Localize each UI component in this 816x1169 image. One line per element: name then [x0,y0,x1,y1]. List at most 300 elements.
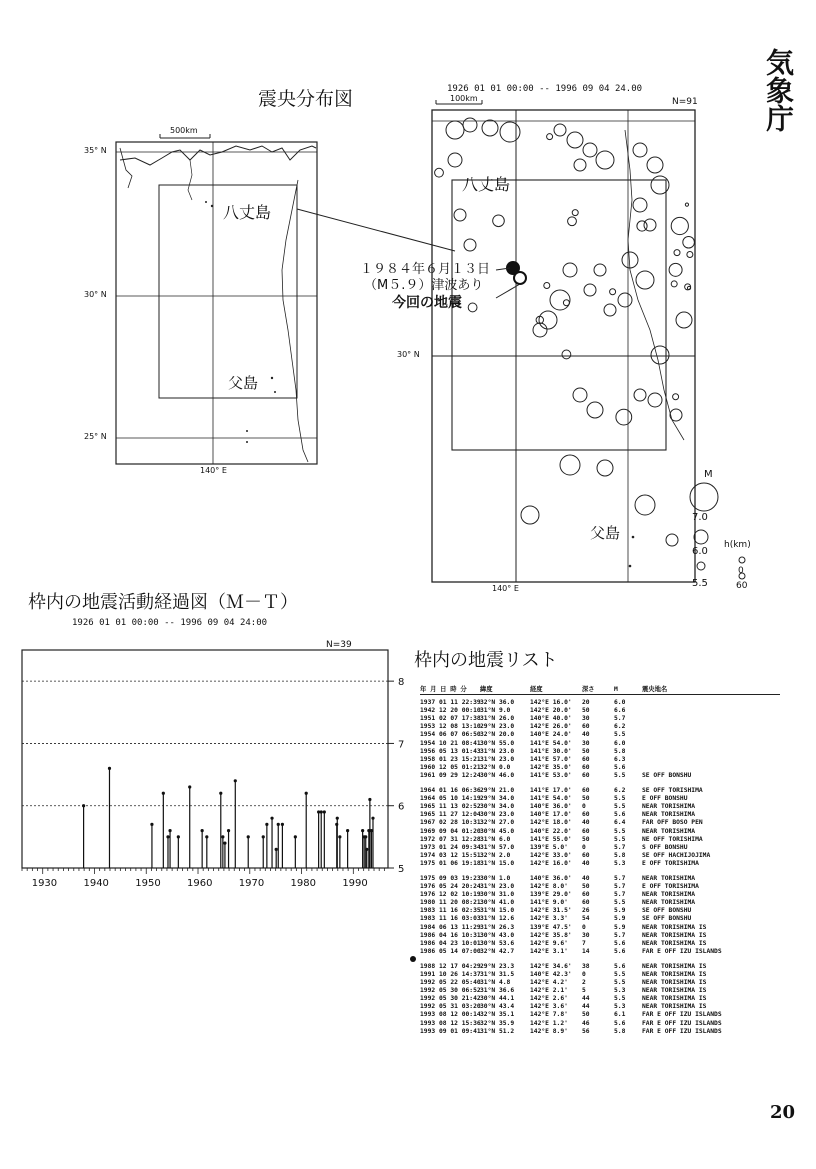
table-cell [642,723,762,731]
table-cell: 31°N 31.5 [480,971,515,978]
table-row [420,803,780,811]
table-cell: SE OFF BONSHU [642,915,692,923]
island-dot [274,391,276,393]
epicenter-circle [568,217,577,226]
table-cell: 31°N 23.0 [480,747,515,755]
mt-bar-cap [201,829,204,832]
mt-bar-cap [166,835,169,838]
mt-ytick-label: 7 [398,739,405,751]
epicenter-circle [584,284,596,296]
table-row [420,979,780,987]
table-cell: 141°E 9.0' [530,899,568,907]
header-datetime: 年 月 日 時 分 [420,686,467,693]
table-cell: 1991 10 26 14:37 [420,971,481,978]
table-cell: 50 [582,795,590,803]
table-cell: 40 [582,874,590,882]
table-cell: 1980 11 20 08:21 [420,899,481,907]
table-cell: 1937 01 11 22:39 [420,699,481,707]
table-cell [642,756,762,764]
table-row [420,764,780,772]
mt-bar-cap [188,785,191,788]
table-cell: 142°E 2.6' [530,995,568,1003]
table-cell: 6.2 [614,787,626,795]
table-row [420,860,780,868]
epicenter-circle [482,120,498,136]
mt-bar-cap [336,817,339,820]
mt-bar-cap [364,835,367,838]
table-cell: 5 [582,987,586,995]
table-cell: 5.7 [614,891,626,899]
table-cell: 60 [582,891,590,899]
table-cell [642,731,762,739]
mt-bar-cap [275,848,278,851]
table-cell: 32°N 35.9 [480,1019,515,1027]
annotation-current: 今回の地震 [392,295,462,311]
table-cell: E OFF BONSHU [642,795,688,803]
mt-bar-cap [223,841,226,844]
table-cell: 60 [582,771,590,779]
detail-scale-label: 100km [450,94,478,103]
legend-h-title: h(km) [724,540,751,550]
table-cell [642,740,762,748]
detail-period: 1926 01 01 00:00 -- 1996 09 04 24.00 [447,84,643,94]
table-cell: 5.5 [614,835,626,843]
table-cell: 142°E 4.2' [530,979,568,987]
table-cell: 5.6 [614,962,626,970]
table-cell: 142°E 34.6' [530,962,572,970]
table-cell: 5.5 [614,731,626,739]
epicenter-circle [533,323,547,337]
table-cell: NEAR TORISHIMA [642,827,696,835]
table-cell: 5.5 [614,771,626,779]
table-cell: NEAR TORISHIMA IS [642,923,707,931]
mt-bar-cap [335,823,338,826]
mt-xtick-label: 1990 [342,878,368,889]
table-cell: 14 [582,947,590,955]
table-cell: 5.6 [614,947,626,955]
epicenter-circle [687,251,693,257]
table-cell: 32°N 2.0 [480,851,511,859]
table-cell: 5.8 [614,1027,626,1035]
table-cell: SE OFF HACHIJOJIMA [642,851,711,859]
table-row [420,844,780,852]
epicenter-circle [594,264,606,276]
mt-bar-cap [320,810,323,813]
coastline-kyushu [120,148,132,188]
table-cell: 32°N 36.0 [480,699,515,707]
mt-bar-cap [177,835,180,838]
epicenter-1984 [506,261,520,275]
table-cell: 38 [582,962,590,970]
mt-ytick-label: 5 [398,864,405,875]
table-row [420,715,780,723]
epicenter-circle [635,495,655,515]
epicenter-circle [435,168,444,177]
detail-count: N=91 [672,97,698,107]
table-cell: 5.6 [614,939,626,947]
table-cell: 140°E 42.3' [530,971,572,978]
table-cell [642,764,762,772]
table-cell: 2 [582,979,586,987]
table-cell: 32°N 27.0 [480,819,515,827]
table-row [420,787,780,795]
island-dot [211,205,213,207]
table-cell: 60 [582,851,590,859]
epicenter-circle [633,143,647,157]
epicenter-circle [597,460,613,476]
mt-bar-cap [205,835,208,838]
table-cell: 0 [582,843,586,851]
table-row [420,740,780,748]
page-number: 20 [770,1102,796,1123]
mt-bar-cap [168,829,171,832]
table-cell: 1992 05 30 21:42 [420,995,481,1003]
table-cell: 30 [582,739,590,747]
mt-bar-cap [150,823,153,826]
table-cell: 60 [582,755,590,763]
table-cell: 5.7 [614,843,626,851]
legend-m55-circle [697,562,705,570]
epicenter-circle [670,409,682,421]
table-cell: 1983 11 16 03:03 [420,915,481,923]
detail-place-hachijo: 八丈島 [462,175,511,194]
table-cell: 1986 04 23 10:01 [420,939,481,947]
mt-xtick-label: 1940 [83,878,109,889]
table-cell: 142°E 26.0' [530,723,572,731]
table-row [420,811,780,819]
table-cell: 141°E 53.0' [530,771,572,779]
detail-lat-30: 30° N [397,350,420,359]
table-cell: 29°N 34.0 [480,795,515,803]
table-row [420,915,780,923]
epicenter-circle [633,198,647,212]
epicenter-circle [574,159,586,171]
epicenter-circle [562,350,571,359]
table-cell: 30°N 23.0 [480,811,515,819]
table-cell: 30°N 53.6 [480,939,515,947]
table-cell: 30°N 45.0 [480,827,515,835]
table-cell: 44 [582,995,590,1003]
epicenter-circle [674,250,680,256]
epicenter-circle [671,217,688,234]
legend-m-55: 5.5 [692,578,708,589]
table-cell: 31°N 4.8 [480,979,511,987]
table-cell: 60 [582,763,590,771]
epicenter-circle [536,316,543,323]
table-cell: 0 [582,971,586,978]
table-cell: 31°N 23.0 [480,755,515,763]
legend-m6-circle [694,530,708,544]
table-cell [642,748,762,756]
epicenter-circle [454,209,466,221]
epicenter-circle [648,393,662,407]
mt-bar-cap [270,817,273,820]
mt-bar-cap [371,817,374,820]
epicenter-circle [563,300,569,306]
table-row [420,948,780,956]
table-cell: 30°N 43.4 [480,1003,515,1011]
table-cell: 5.3 [614,859,626,867]
mt-title: 枠内の地震活動経過図（Ｍ－Ｔ） [28,592,298,613]
table-cell: NEAR TORISHIMA [642,899,696,907]
list-group [420,963,780,1036]
index-lat-25: 25° N [84,432,107,441]
table-cell: 7 [582,939,586,947]
table-cell: 31°N 6.0 [480,835,511,843]
table-cell: 32°N 0.0 [480,763,511,771]
epicenter-circle [683,236,695,248]
table-row [420,963,780,971]
table-cell: E OFF TORISHIMA [642,883,699,891]
epicenter-circle [446,121,464,139]
legend-h-0: 0 [738,566,744,576]
epicenter-circle [637,221,647,231]
list-group [420,875,780,956]
epicenter-circle [666,534,678,546]
coastline-honshu [120,146,316,165]
epicenter-circle [634,389,646,401]
table-cell: 29°N 21.0 [480,787,515,795]
table-row [420,1020,780,1028]
table-cell: 50 [582,835,590,843]
epicenter-circle [448,153,462,167]
epicenter-circle [554,124,566,136]
table-cell: 142°E 3.6' [530,1003,568,1011]
table-row [420,1011,780,1019]
table-cell: 31°N 51.2 [480,1027,515,1035]
table-row [420,828,780,836]
table-cell: NEAR TORISHIMA IS [642,939,707,947]
table-cell: 5.6 [614,763,626,771]
table-cell: 142°E 9.6' [530,939,568,947]
izu-ridge [188,160,192,200]
table-cell: 1956 05 13 01:43 [420,747,481,755]
table-cell: 5.6 [614,811,626,819]
table-cell: 60 [582,723,590,731]
table-cell: 6.6 [614,707,626,715]
table-cell: 5.3 [614,1003,626,1011]
epicenter-circle [567,132,583,148]
mt-period: 1926 01 01 00:00 -- 1996 09 04 24:00 [72,618,268,628]
mt-xtick-label: 1950 [135,878,161,889]
earthquake-list [420,686,780,1043]
table-cell: 60 [582,899,590,907]
table-cell: 30 [582,715,590,723]
table-row [420,899,780,907]
table-cell: 44 [582,1003,590,1011]
epicenter-circle [651,346,669,364]
table-row [420,699,780,707]
table-row [420,1003,780,1011]
table-cell: 30°N 46.0 [480,771,515,779]
epicenter-circle [636,271,654,289]
mt-ytick-label: 6 [398,801,405,813]
epicenter-circle [669,263,682,276]
table-cell: 6.1 [614,1011,626,1019]
table-cell: 31°N 12.6 [480,915,515,923]
annotation-1984-line1: １９８４年６月１３日 [360,262,491,277]
table-cell: 5.8 [614,747,626,755]
legend-m-title: M [704,469,713,480]
table-cell: FAR E OFF IZU ISLANDS [642,1019,722,1027]
table-cell: SE OFF BONSHU [642,907,692,915]
table-cell: 1984 06 13 11:29 [420,923,481,931]
table-cell: 0 [582,923,586,931]
table-cell: 1953 12 08 13:10 [420,723,481,731]
table-cell: FAR E OFF IZU ISLANDS [642,1027,722,1035]
table-row [420,707,780,715]
epicenter-circle [651,176,669,194]
epicenter-circle [560,455,580,475]
table-cell: 32°N 20.0 [480,731,515,739]
mt-bar-cap [247,835,250,838]
table-cell: 32°N 35.1 [480,1011,515,1019]
index-place-hachijo: 八丈島 [223,203,272,222]
table-row [420,971,780,979]
epicenter-circle [587,402,603,418]
detail-target-box [452,180,666,450]
table-cell: NEAR TORISHIMA IS [642,931,707,939]
table-cell: 1964 01 16 06:36 [420,787,481,795]
table-cell: 30°N 31.0 [480,891,515,899]
epicenter-circle [521,506,539,524]
mt-bar-cap [162,792,165,795]
island-dot [246,441,248,443]
index-lat-30: 30° N [84,290,107,299]
table-cell: 40 [582,859,590,867]
table-cell: 142°E 18.0' [530,819,572,827]
epicenter-circle [544,283,550,289]
table-cell: 142°E 35.0' [530,763,572,771]
table-cell: NEAR TORISHIMA IS [642,1003,707,1011]
epicenter-circle [500,122,520,142]
epicenter-circle [604,304,616,316]
table-cell: 1972 07 31 12:28 [420,835,481,843]
epicenter-circle [572,210,578,216]
legend-m7-circle [690,483,718,511]
table-cell: 5.5 [614,995,626,1003]
table-cell: 5.7 [614,715,626,723]
table-cell: 50 [582,747,590,755]
mt-bar-cap [361,829,364,832]
table-cell: 1954 06 07 06:50 [420,731,481,739]
table-cell: 142°E 35.8' [530,931,572,939]
mt-bar-cap [82,804,85,807]
mt-bar-cap [277,823,280,826]
table-cell: 5.7 [614,883,626,891]
table-cell: 5.6 [614,1019,626,1027]
table-cell: 1983 11 16 02:35 [420,907,481,915]
table-row [420,924,780,932]
table-cell: 1954 10 21 08:41 [420,739,481,747]
island-dot [205,201,207,203]
mt-chart-frame [22,650,388,868]
table-cell: 141°E 30.0' [530,747,572,755]
table-cell: 140°E 36.0' [530,803,572,811]
table-cell: 1992 05 31 03:20 [420,1003,481,1011]
table-cell: 50 [582,1011,590,1019]
table-cell: 30°N 44.1 [480,995,515,1003]
table-cell: NEAR TORISHIMA IS [642,971,707,978]
table-cell: 141°E 54.0' [530,739,572,747]
epicenter-circle [647,157,663,173]
mt-bar-cap [368,798,371,801]
table-cell: 5.9 [614,923,626,931]
table-cell: 140°E 40.0' [530,715,572,723]
table-cell: 50 [582,707,590,715]
table-cell: 6.0 [614,739,626,747]
table-cell: 5.8 [614,851,626,859]
table-row [420,891,780,899]
table-cell: 30°N 34.0 [480,803,515,811]
table-cell: 30°N 43.0 [480,931,515,939]
table-cell: S OFF BONSHU [642,843,688,851]
table-cell: 40 [582,819,590,827]
table-cell: 5.5 [614,979,626,987]
table-row [420,748,780,756]
annotation-1984-line2: （M５.９）津波あり [364,278,484,293]
table-cell: NEAR TORISHIMA IS [642,995,707,1003]
mt-ytick-label: 8 [398,677,405,689]
epicenter-circle [676,312,692,328]
mt-bar-cap [346,829,349,832]
epicenter-circle [685,284,691,290]
table-cell: 31°N 15.0 [480,907,515,915]
table-cell: 29°N 23.3 [480,962,515,970]
table-cell: 140°E 24.0' [530,731,572,739]
table-cell: 5.7 [614,931,626,939]
table-cell: 139°E 29.0' [530,891,572,899]
mt-xtick-label: 1960 [187,878,213,889]
table-cell: 1993 08 12 00:14 [420,1011,481,1019]
table-cell: 31°N 15.0 [480,859,515,867]
table-row [420,907,780,915]
index-scale-label: 500km [170,126,198,135]
table-cell: 1960 12 05 01:21 [420,763,481,771]
table-cell: 40 [582,731,590,739]
table-cell: 5.5 [614,971,626,978]
table-cell: FAR E OFF IZU ISLANDS [642,1011,722,1019]
mt-xtick-label: 1980 [290,878,317,889]
index-lat-35: 35° N [84,146,107,155]
table-cell: 30°N 1.0 [480,874,511,882]
table-cell: NEAR TORISHIMA IS [642,979,707,987]
mt-bar-cap [370,829,373,832]
table-row [420,987,780,995]
header-depth: 深さ [582,686,595,693]
table-cell: 139°E 47.5' [530,923,572,931]
table-cell: 142°E 8.0' [530,883,568,891]
table-cell: NEAR TORISHIMA IS [642,962,707,970]
epicenter-circle [573,388,587,402]
table-cell: 50 [582,883,590,891]
table-row [420,836,780,844]
mt-bar-cap [363,835,366,838]
epicenter-circle [618,293,632,307]
table-row [420,723,780,731]
list-group [420,699,780,780]
table-cell: 1961 09 29 12:24 [420,771,481,779]
detail-place-chichijima: 父島 [590,524,621,542]
table-cell: 142°E 16.0' [530,699,572,707]
epicenter-circle [468,303,477,312]
table-cell: 1986 04 16 10:31 [420,931,481,939]
table-cell: 31°N 26.3 [480,923,515,931]
epicenter-circle [671,281,677,287]
table-cell: 6.3 [614,755,626,763]
epicenter-circle [687,286,690,289]
table-cell: 141°E 17.0' [530,787,572,795]
